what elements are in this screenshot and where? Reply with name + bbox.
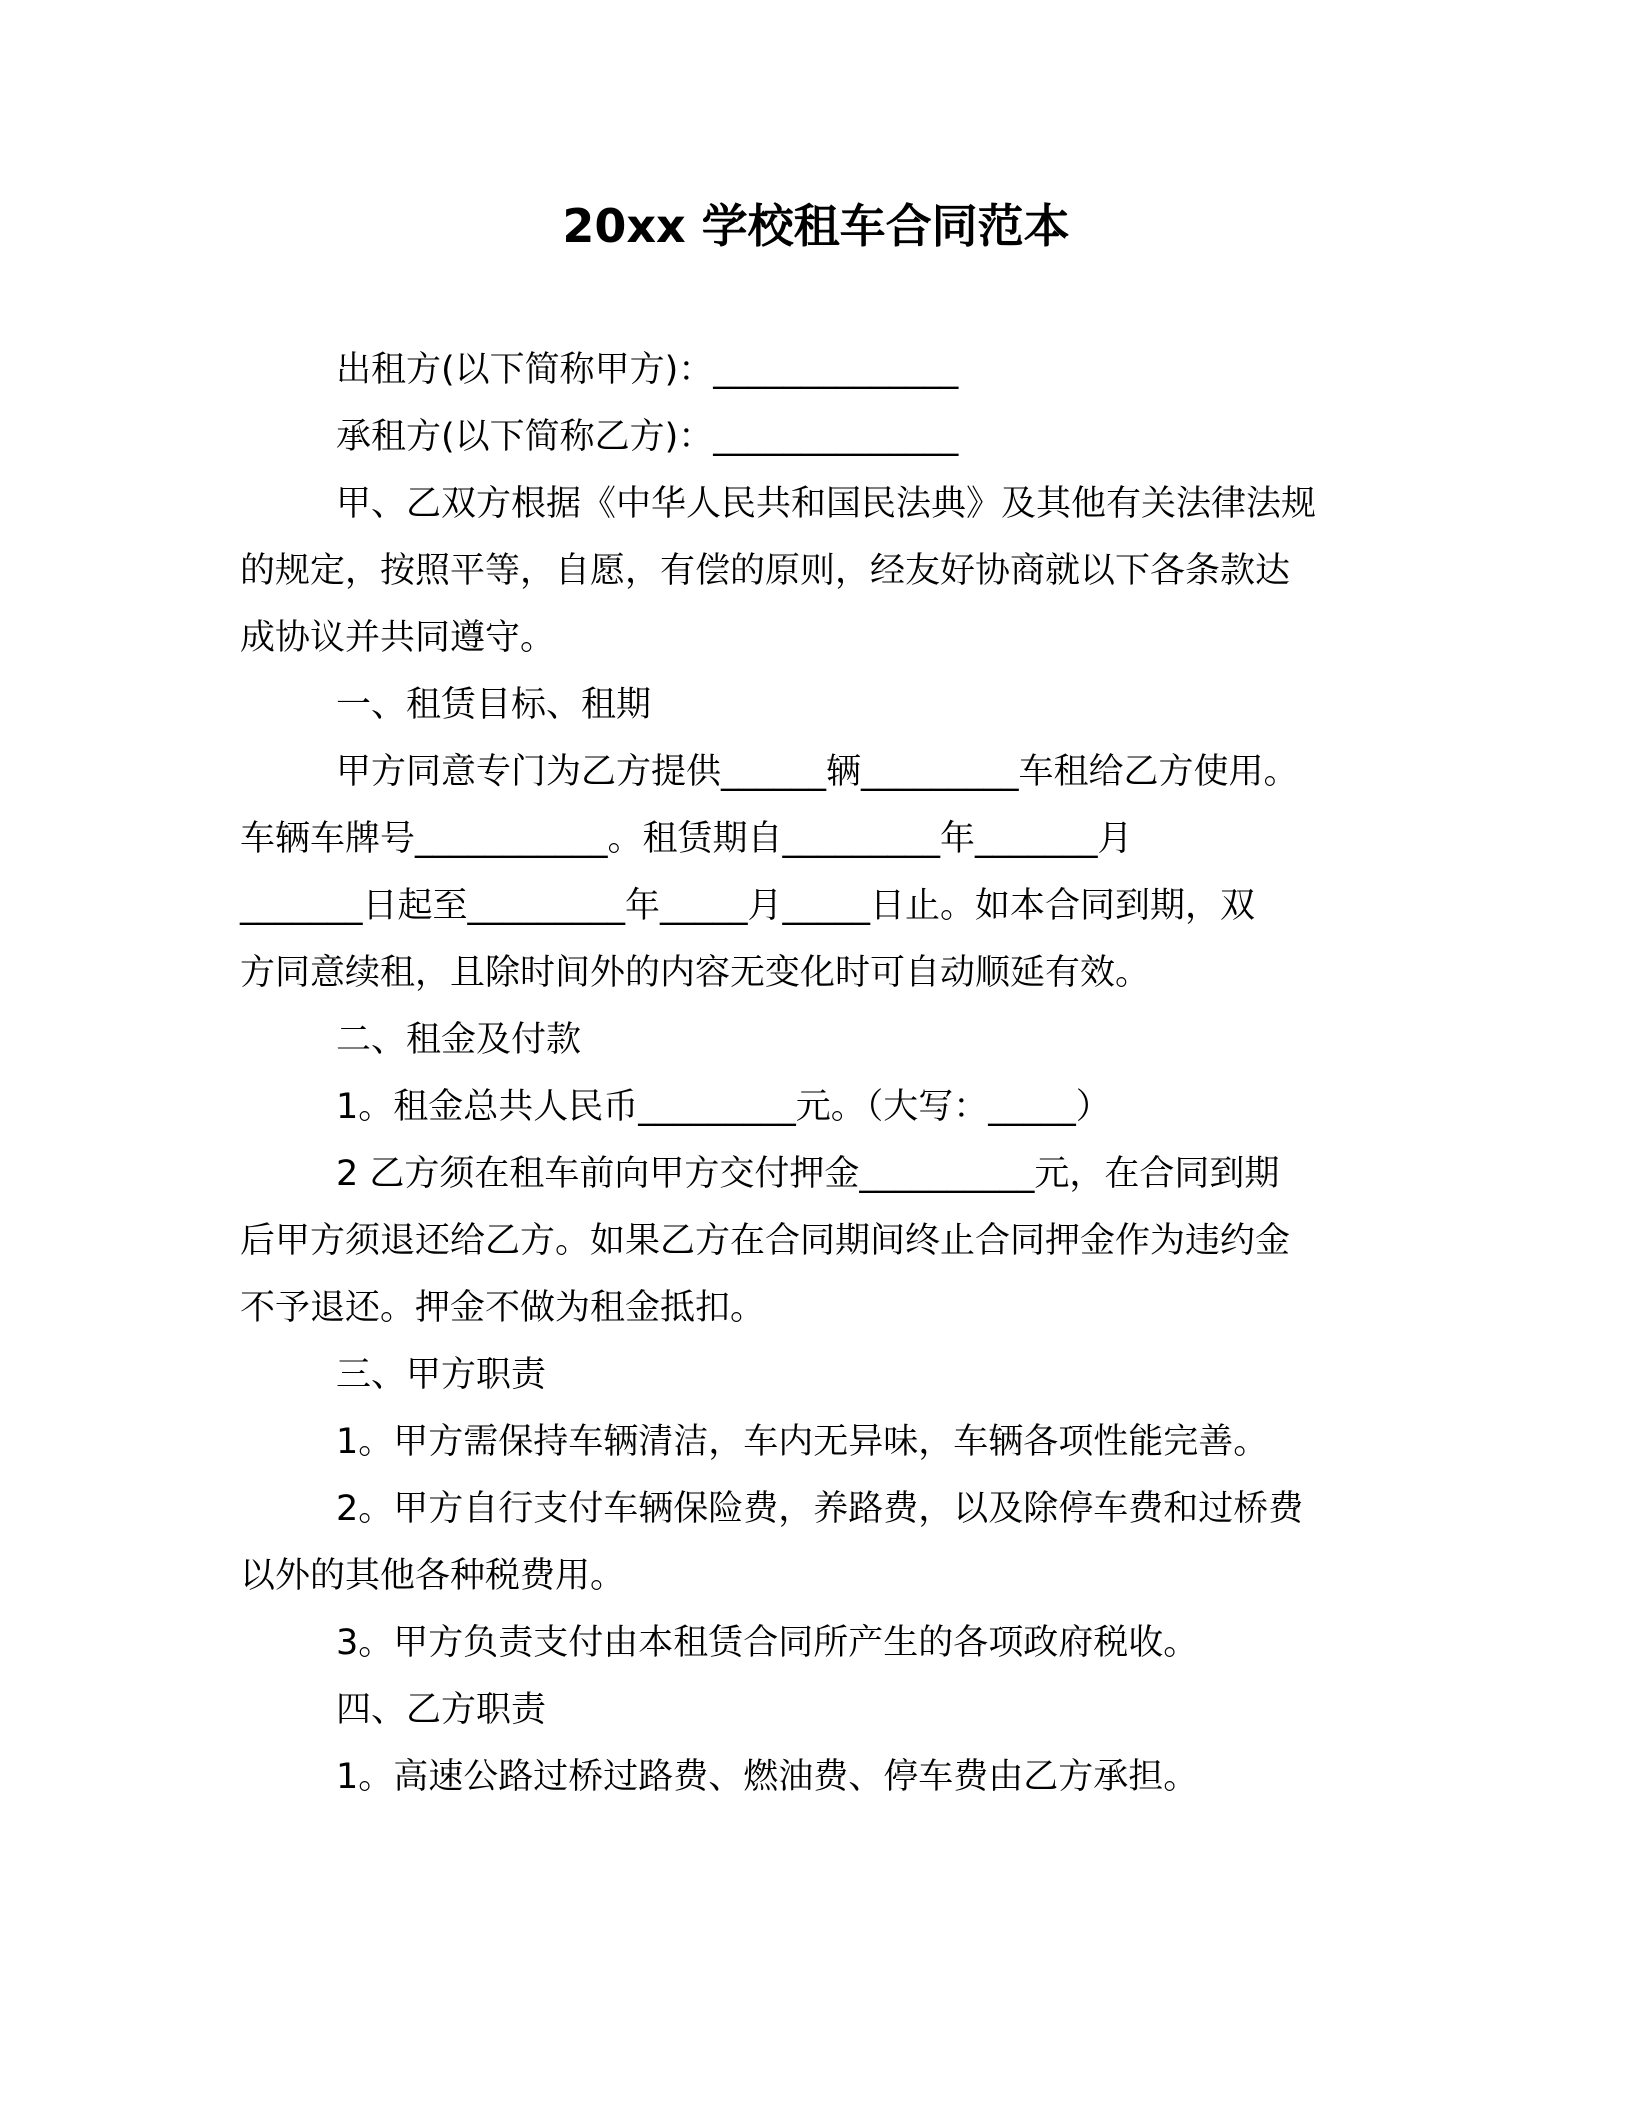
document-line: 四、乙方职责 (336, 1690, 547, 1730)
document-line: 二、租金及付款 (336, 1020, 582, 1060)
document-line: 方同意续租，且除时间外的内容无变化时可自动顺延有效。 (240, 953, 1151, 993)
document-line: 三、甲方职责 (336, 1355, 547, 1395)
document-title: 20xx 学校租车合同范本 (562, 199, 1070, 253)
document-line: 成协议并共同遵守。 (240, 618, 556, 658)
document-line: 1。高速公路过桥过路费、燃油费、停车费由乙方承担。 (336, 1757, 1199, 1797)
document-line: 3。甲方负责支付由本租赁合同所产生的各项政府税收。 (336, 1623, 1199, 1663)
document-line: _______日起至_________年_____月_____日止。如本合同到期，双 (240, 886, 1256, 926)
document-line: 甲方同意专门为乙方提供______辆_________车租给乙方使用。 (336, 752, 1299, 792)
document-line: 一、租赁目标、租期 (336, 685, 652, 725)
document-line: 甲、乙双方根据《中华人民共和国民法典》及其他有关法律法规 (336, 484, 1317, 524)
document-line: 2。甲方自行支付车辆保险费，养路费，以及除停车费和过桥费 (336, 1489, 1304, 1529)
document-line: 2 乙方须在租车前向甲方交付押金__________元，在合同到期 (336, 1154, 1280, 1194)
document-line: 的规定，按照平等，自愿，有偿的原则，经友好协商就以下各条款达 (240, 551, 1291, 591)
document-body (240, 337, 1390, 1811)
document-line: 以外的其他各种税费用。 (240, 1556, 626, 1596)
document-line: 1。租金总共人民币_________元。（大写：_____） (336, 1087, 1111, 1127)
document-line: 承租方(以下简称乙方)：______________ (336, 417, 959, 457)
document-line: 不予退还。押金不做为租金抵扣。 (240, 1288, 766, 1328)
document-line: 后甲方须退还给乙方。如果乙方在合同期间终止合同押金作为违约金 (240, 1221, 1291, 1261)
document-line: 1。甲方需保持车辆清洁，车内无异味，车辆各项性能完善。 (336, 1422, 1269, 1462)
document-line: 车辆车牌号___________。租赁期自_________年_______月 (240, 819, 1133, 859)
document-line: 出租方(以下简称甲方)：______________ (336, 350, 959, 390)
